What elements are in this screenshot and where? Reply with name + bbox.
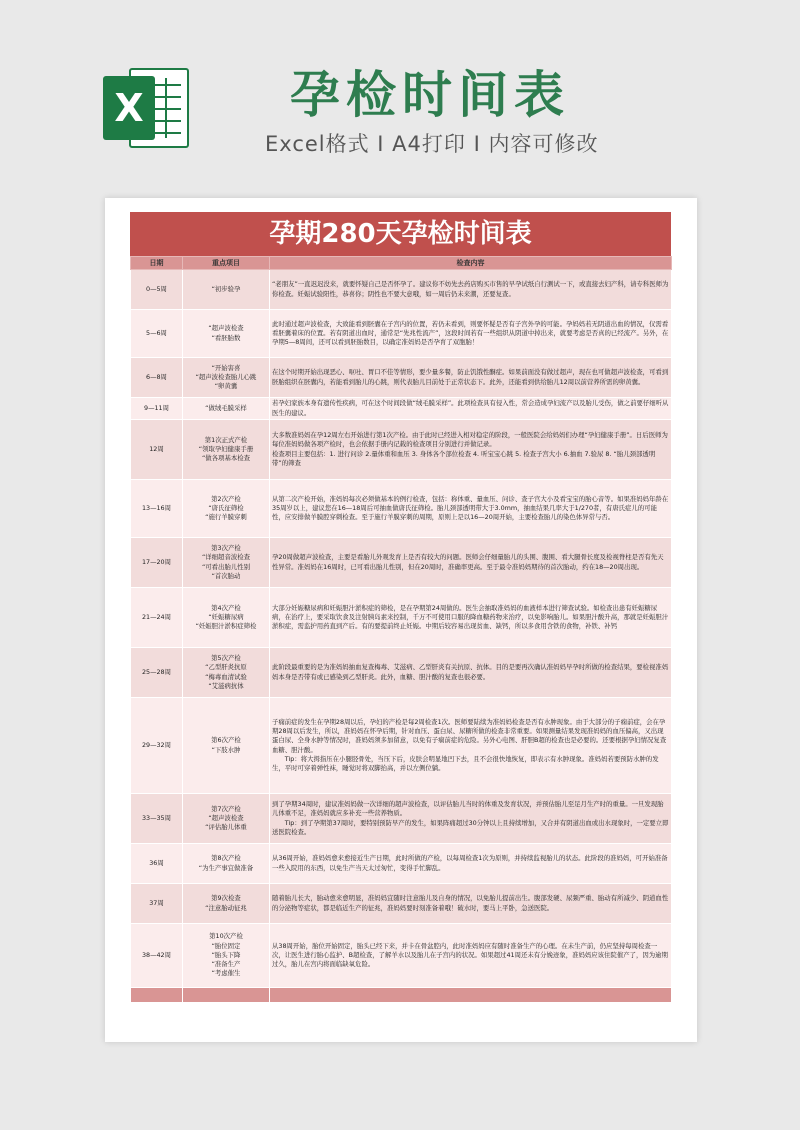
cell-content: 从36周开始，准妈妈愈来愈接近生产日期，此时所做的产检，以每周检查1次为原则，并持续监视胎儿的状态。此阶段的准妈妈，可开始准备一些入院用的东西，以免生产当天太过匆忙，变得手忙脚乱。 — [270, 844, 672, 884]
table-header-row — [131, 257, 672, 270]
table-row — [131, 884, 672, 924]
cell-content: 若孕妇家族本身有遗传性疾病，可在这个时间段做“绒毛膜采样”。此项检查具有侵入性，常会造成孕妇流产以及胎儿受伤，做之前要仔细听从医生的建议。 — [270, 398, 672, 420]
document-page — [105, 198, 697, 1042]
empty-cell — [270, 988, 672, 1003]
cell-date: 17—20周 — [131, 538, 183, 588]
cell-items: 第5次产检 “乙型肝炎抗原 “梅毒血清试验 “艾滋病抗体 — [183, 648, 270, 698]
table-row — [131, 844, 672, 884]
excel-logo-icon — [103, 60, 191, 156]
schedule-table — [130, 256, 672, 1003]
cell-content: 此时通过超声波检查，大致能看到胚囊在子宫内的位置，若仍未看到，则要怀疑是否有子宫外孕的可能。孕妈妈若无阴道出血的情况，仅需看看胚囊着床的位置。若有阴道出血时，通常是“先兆性流产”，这段时间若有一些组织从阴道中掉出来，就要考虑是否真的已经流产。另外，在孕期5—8周间，还可以看到胚胎数目，以确定准妈妈是否孕育了双胞胎！ — [270, 310, 672, 358]
cell-content: 在这个时期开始出现恶心、呕吐、胃口不佳等情形，要少量多餐，防止饥饿性酮症。如果前面没有做过超声，现在也可做超声波检查，可看到胚胎组织在胚囊内，若能看到胎儿的心跳，则代表胎儿目前处于正常状态下。此外，还能看到供给胎儿12周以前营养所需的卵黄囊。 — [270, 358, 672, 398]
cell-date: 5—6周 — [131, 310, 183, 358]
cell-date: 38—42周 — [131, 924, 183, 988]
cell-date: 25—28周 — [131, 648, 183, 698]
cell-items: 第10次产检 “胎位固定 “胎头下降 “准备生产 “考虑催生 — [183, 924, 270, 988]
table-row — [131, 648, 672, 698]
sheet-title: 孕期280天孕检时间表 — [130, 212, 671, 256]
cell-date: 33—35周 — [131, 794, 183, 844]
cell-items: 第2次产检 “唐氏征筛检 “施行羊膜穿刺 — [183, 480, 270, 538]
empty-cell — [131, 988, 183, 1003]
column-header-content: 检查内容 — [270, 257, 672, 270]
cell-content: 到了孕期34周时，建议准妈妈做一次详细的超声波检查，以评估胎儿当时的体重及发育状况，并预估胎儿至足月生产时的重量。一旦发现胎儿体重不足，准妈妈就应多补充一些营养物质。 Tip：到了孕期第37周时，要特别预防早产的发生，如果阵痛超过30分钟以上且持续增加，又合并有阴道出血或出水现象时，一定要立即送医院检查。 — [270, 794, 672, 844]
excel-x-letter: X — [103, 76, 155, 140]
cell-date: 37周 — [131, 884, 183, 924]
cell-items: 第6次产检 “下肢水肿 — [183, 698, 270, 794]
table-row — [131, 310, 672, 358]
cell-content: 孕20周做超声波检查，主要是看胎儿外观发育上是否有较大的问题。医师会仔细量胎儿的头围、腹围、看大腿骨长度及检视脊柱是否有先天性异常。准妈妈在16周时，已可看出胎儿性别，但在20周时，准确率更高。至于最令准妈妈期待的首次胎动，约在18—20周出现。 — [270, 538, 672, 588]
page-subtitle: Excel格式 I A4打印 I 内容可修改 — [265, 132, 599, 156]
column-header-items: 重点项目 — [183, 257, 270, 270]
cell-date: 9—11周 — [131, 398, 183, 420]
table-row — [131, 398, 672, 420]
cell-items: 第4次产检 “妊娠糖尿病 “妊娠胆汁淤积症筛检 — [183, 588, 270, 648]
cell-items: 第9次检查 “注意胎动征兆 — [183, 884, 270, 924]
cell-items: 第1次正式产检 “领取孕妇健康手册 “做各项基本检查 — [183, 420, 270, 480]
cell-content: 子痫前症的发生在孕期28周以后，孕妇的产检是每2周检查1次。医师要陆续为准妈妈检查是否有水肿现象。由于大部分的子痫前症，会在孕期28周以后发生，所以，准妈妈在怀孕后期，针对血压、蛋白尿、尿糖所做的检查非常重要。如果测量结果发现准妈妈的血压偏高，又出现蛋白尿、全身水肿等情况时，准妈妈须多加留意，以免有子痫前症的危险。另外心电图、肝胆B超的检查也是必要的。还要根据孕妇情况复查血糖、胆汁酸。 Tip：将大拇指压在小腿胫骨处，当压下后，皮肤会明显地凹下去，且不会很快地恢复，即表示有水肿现象。准妈妈若要预防水肿的发生，平时可穿着弹性袜，睡觉时将双脚抬高，并以左侧位躺。 — [270, 698, 672, 794]
cell-content: 随着胎儿长大，胎动愈来愈明显，准妈妈宜随时注意胎儿及自身的情况，以免胎儿提前出生。腹部发硬、尿频严重、胎动有所减少、阴道血性的分泌物等症状，都是临近生产的征兆，准妈妈要时刻准备着哦！破水时，要马上平卧，急送医院。 — [270, 884, 672, 924]
cell-date: 6—8周 — [131, 358, 183, 398]
cell-date: 0—5周 — [131, 270, 183, 310]
table-row — [131, 924, 672, 988]
cell-items: 第7次产检 “超声波检查 “评估胎儿体重 — [183, 794, 270, 844]
cell-items: 第8次产检 “为生产事宜做准备 — [183, 844, 270, 884]
page-title: 孕检时间表 — [290, 66, 570, 124]
table-row — [131, 538, 672, 588]
cell-items: 第3次产检 “详细超音波检查 “可看出胎儿性别 “首次胎动 — [183, 538, 270, 588]
cell-date: 13—16周 — [131, 480, 183, 538]
cell-date: 36周 — [131, 844, 183, 884]
cell-items: “超声波检查 “看胚胎数 — [183, 310, 270, 358]
cell-date: 29—32周 — [131, 698, 183, 794]
cell-items: “开始害喜 “超声波检查胎儿心跳 “卵黄囊 — [183, 358, 270, 398]
table-row — [131, 358, 672, 398]
empty-cell — [183, 988, 270, 1003]
table-row — [131, 794, 672, 844]
table-row — [131, 480, 672, 538]
cell-content: “老朋友”一直迟迟没来，就要怀疑自己是否怀孕了。建议你不妨先去药店购买市售的早孕试纸自行测试一下，或直接去妇产科，请专科医师为你检查。妊娠试验阳性，恭喜你；阴性也不要大意哦，如一周后仍未来潮，还要复查。 — [270, 270, 672, 310]
table-row — [131, 698, 672, 794]
cell-content: 从38周开始，胎位开始固定，胎头已经下来，并卡在骨盆腔内，此时准妈妈应有随时准备生产的心理。在未生产前，仍应坚持每周检查一次，让医生进行胎心监护、B超检查，了解羊水以及胎儿在子宫内的状况。如果超过41周还未有分娩迹象，准妈妈应该住院催产了，因为逾期过久，胎儿在宫内将面临缺氧危险。 — [270, 924, 672, 988]
cell-content: 大多数准妈妈在孕12周左右开始进行第1次产检。由于此时已经进入相对稳定的阶段，一般医院会给妈妈们办理“孕妇健康手册”。日后医师为每位准妈妈做各项产检时，也会依据手册内记载的检查项目分别进行并做记录。 检查项目主要包括：1. 进行问诊 2.量体重和血压 3. 身体各个部位检查 4. 听宝宝心跳 5. 检查子宫大小 6.抽血 7.验尿 8. “胎儿颈部透明带”的筛查 — [270, 420, 672, 480]
table-footer-row — [131, 988, 672, 1003]
cell-items: “初步验孕 — [183, 270, 270, 310]
cell-content: 从第二次产检开始，准妈妈每次必须做基本的例行检查，包括：称体重、量血压、问诊、查子宫大小及看宝宝的胎心音等。如果准妈妈年龄在35周岁以上，建议您在16—18周后可抽血做唐氏征筛检。胎儿颈部透明带大于3.0mm，抽血结果几率大于1/270者，有唐氏症儿的可能性，应安排做羊膜腔穿刺检查。至于施行羊膜穿刺的周期，原则上是以16—20周开始，主要检查胎儿的染色体异常与否。 — [270, 480, 672, 538]
cell-content: 此阶段最重要的是为准妈妈抽血复查梅毒、艾滋病、乙型肝炎有关抗原、抗体。目的是要再次确认准妈妈早孕时所做的检查结果，要检视准妈妈本身是否带有或已感染到乙型肝炎。此外，血糖、胆汁酸的复查也很必要。 — [270, 648, 672, 698]
table-row — [131, 420, 672, 480]
table-row — [131, 270, 672, 310]
cell-date: 12周 — [131, 420, 183, 480]
column-header-date: 日期 — [131, 257, 183, 270]
cell-items: “做绒毛膜采样 — [183, 398, 270, 420]
cell-date: 21—24周 — [131, 588, 183, 648]
cell-content: 大部分妊娠糖尿病和妊娠胆汁淤积症的筛检，是在孕期第24周做的。医生会抽取准妈妈的血液样本进行筛查试验。如检查出患有妊娠糖尿病，在治疗上，要采取饮食及注射胰岛素来控制，千万不可使用口服的降血糖药物来治疗，以免影响胎儿。如果胆汁酸升高，那就是妊娠胆汁淤积症，需监护用药直到产后。有的要提前终止妊娠。中期后较容易出现贫血、缺钙，所以多食用含铁的食物，补铁、补钙 — [270, 588, 672, 648]
table-row — [131, 588, 672, 648]
